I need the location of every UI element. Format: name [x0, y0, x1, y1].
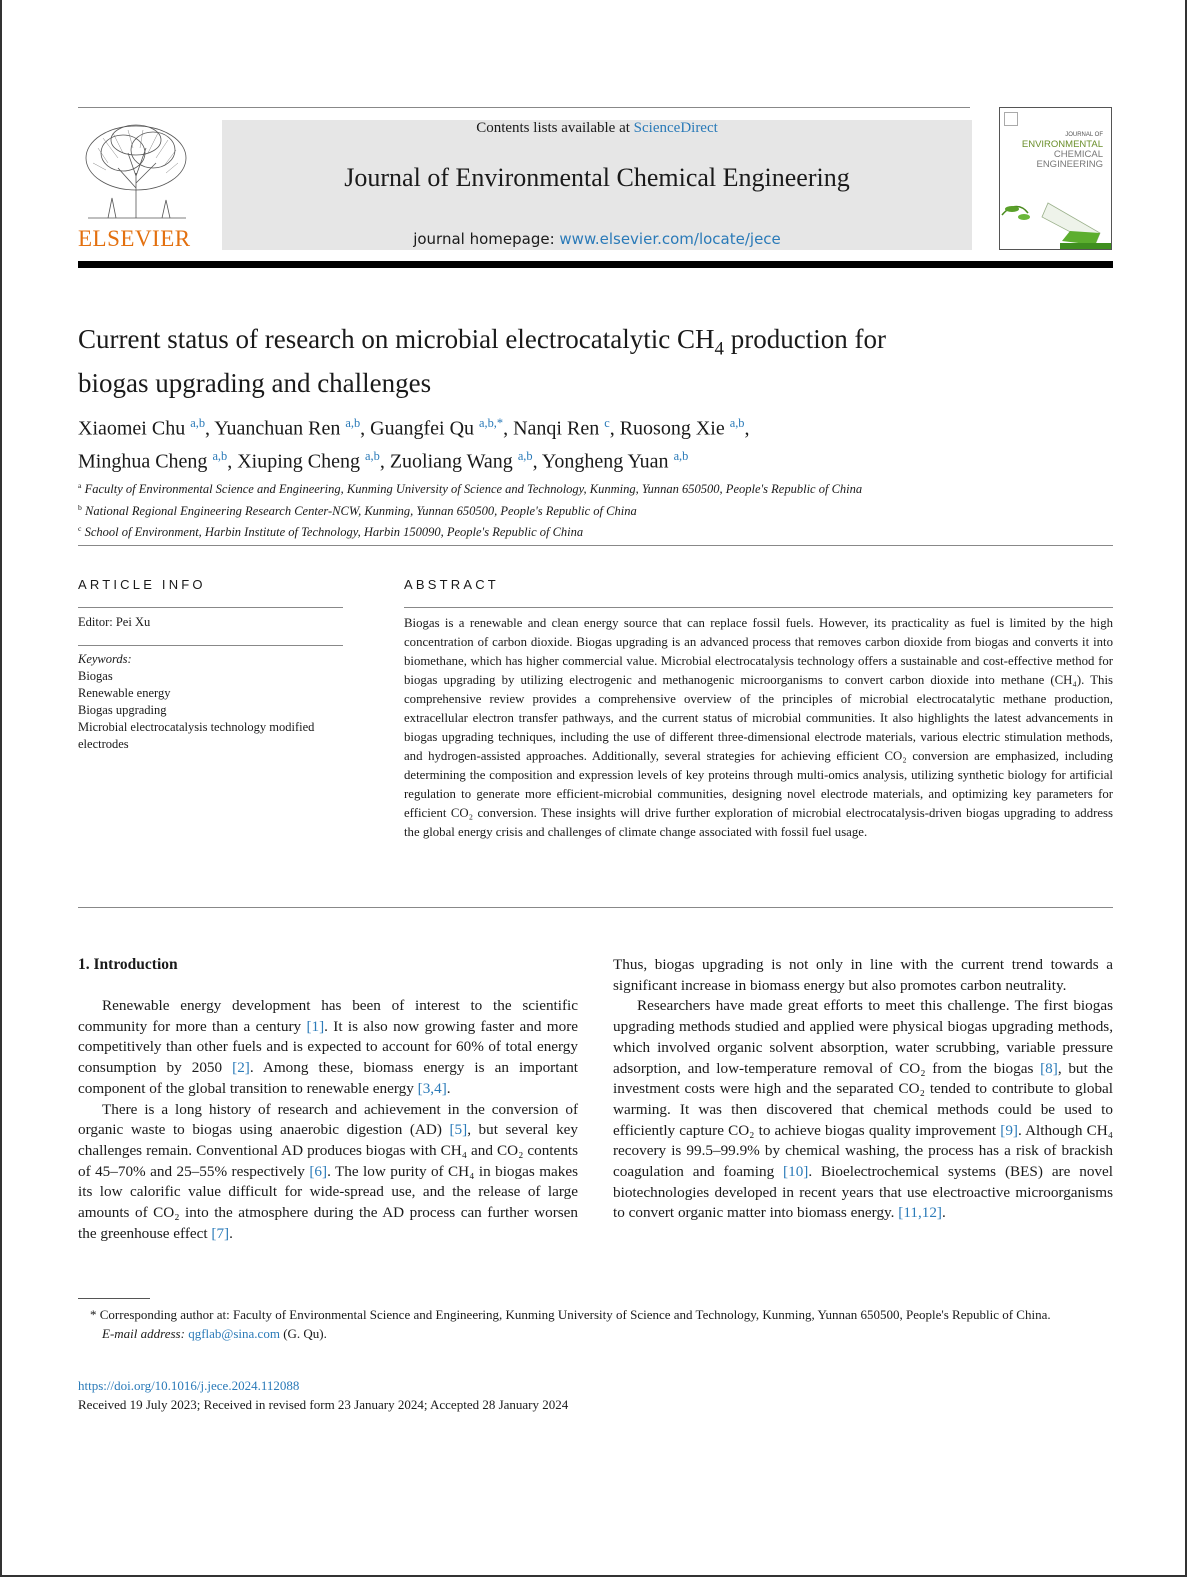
- author-aff[interactable]: a,b,*: [479, 416, 504, 430]
- citation-link[interactable]: [5]: [449, 1121, 468, 1139]
- author-name[interactable]: Yongheng Yuan: [541, 450, 669, 473]
- author-name[interactable]: Xiuping Cheng: [237, 450, 361, 473]
- section-heading-introduction: 1. Introduction: [78, 956, 178, 973]
- email-link[interactable]: qgflab@sina.com: [188, 1326, 280, 1341]
- homepage-line: [222, 230, 972, 248]
- citation-link[interactable]: [11,12]: [898, 1204, 942, 1222]
- received-dates: Received 19 July 2023; Received in revised form 23 January 2024; Accepted 28 January 2024: [78, 1397, 569, 1412]
- affiliation-mark: a: [78, 481, 82, 490]
- publisher-logo-text: ELSEVIER: [78, 226, 191, 251]
- info-rule: [78, 645, 343, 646]
- email-line: [78, 1324, 1113, 1343]
- editor-line: Editor: Pei Xu: [78, 615, 151, 629]
- journal-title: Journal of Environmental Chemical Engineering: [344, 163, 850, 192]
- paragraph-text: .: [229, 1224, 233, 1242]
- paragraph: [78, 1100, 578, 1245]
- header-top-rule: [78, 107, 970, 108]
- paragraph-text: There is a long history of research and achievement in the conversion of organic waste to biogas using anaerobic digestion (AD): [78, 1100, 578, 1139]
- keyword: Renewable energy: [78, 686, 171, 700]
- article-title: [78, 322, 1038, 400]
- section-divider: [78, 907, 1113, 908]
- citation-link[interactable]: [2]: [232, 1059, 250, 1077]
- citation-link[interactable]: [8]: [1040, 1059, 1058, 1077]
- keyword: Biogas upgrading: [78, 703, 167, 717]
- doi-link[interactable]: https://doi.org/10.1016/j.jece.2024.112088: [78, 1378, 300, 1393]
- email-label: E-mail address:: [102, 1326, 189, 1341]
- info-rule: [78, 607, 343, 608]
- paragraph: [78, 996, 578, 1100]
- author-aff[interactable]: a,b: [517, 448, 533, 463]
- author-name[interactable]: Yuanchuan Ren: [214, 417, 341, 440]
- title-subscript: 4: [714, 338, 724, 360]
- cover-title: [1022, 130, 1103, 170]
- citation-link[interactable]: [1]: [306, 1017, 325, 1035]
- title-text: biogas upgrading and challenges: [78, 368, 432, 399]
- author-name[interactable]: Minghua Cheng: [78, 450, 208, 473]
- citation-link[interactable]: [7]: [211, 1224, 230, 1242]
- paragraph-text: .: [446, 1079, 451, 1097]
- keywords-block: [78, 651, 343, 753]
- homepage-prefix: journal homepage:: [413, 230, 560, 248]
- affiliation-mark: b: [78, 502, 82, 512]
- footnote-mark: *: [90, 1307, 97, 1322]
- paragraph-text: . Among these, biomass energy is an important component of the global transition to renewable energy: [78, 1059, 579, 1097]
- abstract-heading: ABSTRACT: [404, 577, 499, 592]
- article-info-heading: ARTICLE INFO: [78, 577, 206, 592]
- author-name[interactable]: Guangfei Qu: [370, 417, 475, 440]
- affiliation-mark: c: [78, 524, 82, 534]
- author-name[interactable]: Ruosong Xie: [619, 417, 725, 440]
- affiliation-text: National Regional Engineering Research Center-NCW, Kunming, Yunnan 650500, People's Republic of China: [85, 503, 637, 518]
- sciencedirect-link[interactable]: ScienceDirect: [633, 120, 718, 136]
- corresponding-author-footnote: [78, 1305, 1113, 1343]
- author-name[interactable]: Nanqi Ren: [513, 417, 600, 440]
- author-aff[interactable]: a,b: [345, 416, 361, 430]
- footnote-text: Corresponding author at: Faculty of Environmental Science and Engineering, Kunming University of Science and Technology, Kunming, Yunnan 650500, People's Republic of China.: [99, 1307, 1051, 1322]
- affiliation-item: [78, 499, 1078, 521]
- citation-link[interactable]: [9]: [1000, 1121, 1018, 1139]
- cover-title-line: ENVIRONMENTAL: [1021, 139, 1103, 150]
- author-aff[interactable]: a,b: [190, 416, 206, 430]
- paragraph-text: Thus, biogas upgrading is not only in line with the current trend towards a significant increase in biomass energy but also promotes carbon neutrality.: [613, 956, 1113, 994]
- footnote-text-line: [78, 1305, 1113, 1324]
- citation-link[interactable]: [6]: [309, 1162, 328, 1180]
- left-column: [78, 996, 578, 1244]
- keywords-label: Keywords:: [78, 652, 132, 666]
- homepage-link[interactable]: www.elsevier.com/locate/jece: [559, 230, 781, 248]
- abstract-text: Biogas is a renewable and clean energy source that can replace fossil fuels. However, its practicality as fuel is limited by the high concentration of carbon dioxide. Biogas upgrading is an advanced process that removes carbon dioxide from biogas and converts it into biomethane, which has higher commercial value. Microbial electrocatalysis technology offers a sustainable and cost-effective method for biogas upgrading by utilizing electrogenic and methanogenic microorganisms to convert carbon dioxide into methane (CH₄). This comprehensive review provides a comprehensive overview of the principles of microbial electrocatalytic methane production, extracellular electron transfer pathways, and the current status of microbial communities. It also highlights the latest advancements in biogas upgrading techniques, including the use of different three-dimensional electrode materials, various electric stimulation methods, and hydrogen-assisted approaches. Additionally, several strategies for achieving efficient CO₂ conversion are emphasized, including determining the composition and expression levels of key proteins through multi-omics analysis, utilizing synthetic biology for artificial regulation to generate more efficient-microbial communities, designing novel electrode materials, and optimizing key parameters for efficient CO₂ conversion. These insights will drive further exploration of microbial electrocatalysis-driven biogas upgrading to address the global energy crisis and challenges of climate change associated with fossil fuel usage.: [404, 616, 1113, 839]
- footnote-rule: [78, 1298, 150, 1299]
- abstract-rule: [404, 607, 1113, 608]
- paragraph-text: Renewable energy development has been of interest to the scientific community for more than a century: [78, 997, 578, 1035]
- paragraph-text: . The low purity of CH₄ in biogas makes its low calorific value difficult for wide-spread use, and the release of large amounts of CO₂ into the atmosphere during the AD process can further worsen the greenhouse effect: [78, 1162, 578, 1242]
- paragraph-text: . Bioelectrochemical systems (BES) are novel biotechnologies developed in recent years that use electroactive microorganisms to convert organic matter into biomass energy.: [613, 1163, 1113, 1222]
- email-suffix: (G. Qu).: [279, 1326, 327, 1341]
- author-aff[interactable]: c: [604, 416, 610, 430]
- journal-cover-thumbnail: [999, 107, 1112, 250]
- author-name[interactable]: Zuoliang Wang: [389, 450, 513, 473]
- affiliations: [78, 477, 1078, 542]
- header-thick-rule: [78, 261, 1113, 268]
- paragraph-text: . It is also now growing faster and more competitively than other fuels and is expected to account for 60% of total energy consumption by 2050: [78, 1017, 578, 1077]
- cover-title-line: ENGINEERING: [1036, 159, 1103, 170]
- keyword: Microbial electrocatalysis technology modified electrodes: [78, 720, 315, 751]
- cover-logo-icon: [1004, 112, 1018, 126]
- paragraph-text: .: [942, 1204, 946, 1222]
- title-text: Current status of research on microbial electrocatalytic CH: [78, 324, 715, 354]
- affiliation-item: [78, 520, 1078, 542]
- author-aff[interactable]: a,b: [729, 416, 745, 430]
- cover-plant-icon: [1000, 193, 1112, 250]
- paragraph: [613, 996, 1113, 1224]
- right-column: [613, 955, 1113, 1224]
- paragraph-text: , but several key challenges remain. Conventional AD produces biogas with CH₄ and CO₂ contents of 45–70% and 25–55% respectively: [78, 1121, 579, 1180]
- author-name[interactable]: Xiaomei Chu: [78, 417, 186, 440]
- paragraph-text: , but the investment costs were high and the separated CO₂ tended to contribute to global warming. It was then discovered that chemical methods could be used to efficiently capture CO₂ to achieve biogas quality improvement: [613, 1059, 1114, 1139]
- affiliation-text: Faculty of Environmental Science and Engineering, Kunming University of Science and Technology, Kunming, Yunnan 650500, People's Republic of China: [84, 482, 863, 497]
- citation-link[interactable]: [3,4]: [417, 1079, 447, 1097]
- title-text: production for: [723, 324, 886, 354]
- paragraph-text: . Although CH₄ recovery is 99.5–99.9% by chemical washing, the process has a risk of brackish coagulation and foaming: [613, 1121, 1113, 1181]
- section-divider: [78, 545, 1113, 546]
- affiliation-text: School of Environment, Harbin Institute of Technology, Harbin 150090, People's Republic of China: [84, 525, 584, 540]
- paragraph-text: Researchers have made great efforts to meet this challenge. The first biogas upgrading methods studied and applied were physical biogas upgrading methods, which involved organic solvent absorption, water scrubbing, variable pressure adsorption, and low-temperature removal of CO₂ from the biogas: [613, 997, 1113, 1077]
- author-aff[interactable]: a,b: [365, 448, 380, 463]
- author-list: Xiaomei Chu $^{a,b}$, Yuanchuan Ren $^{a,b}$, Guangfei Qu $^{a,b,*}$, Nanqi Ren $^c$, Ruosong Xie $^{a,b}$, Minghua Cheng $^{a,b}$, Xiuping Cheng $^{a,b}$, Zuoliang Wang $^{a,b}$, Yongheng Yuan $^{a,b}$: [78, 416, 750, 473]
- contents-prefix: Contents lists available at: [476, 120, 634, 136]
- cover-title-line: JOURNAL OF: [1065, 132, 1103, 138]
- author-aff[interactable]: a,b: [673, 448, 689, 463]
- author-aff[interactable]: a,b: [212, 448, 228, 463]
- citation-link[interactable]: [10]: [783, 1163, 809, 1181]
- affiliation-item: [78, 477, 1078, 499]
- contents-line: [222, 120, 972, 137]
- paragraph: [613, 955, 1113, 996]
- keyword: Biogas: [78, 669, 113, 683]
- cover-title-line: CHEMICAL: [1053, 149, 1103, 160]
